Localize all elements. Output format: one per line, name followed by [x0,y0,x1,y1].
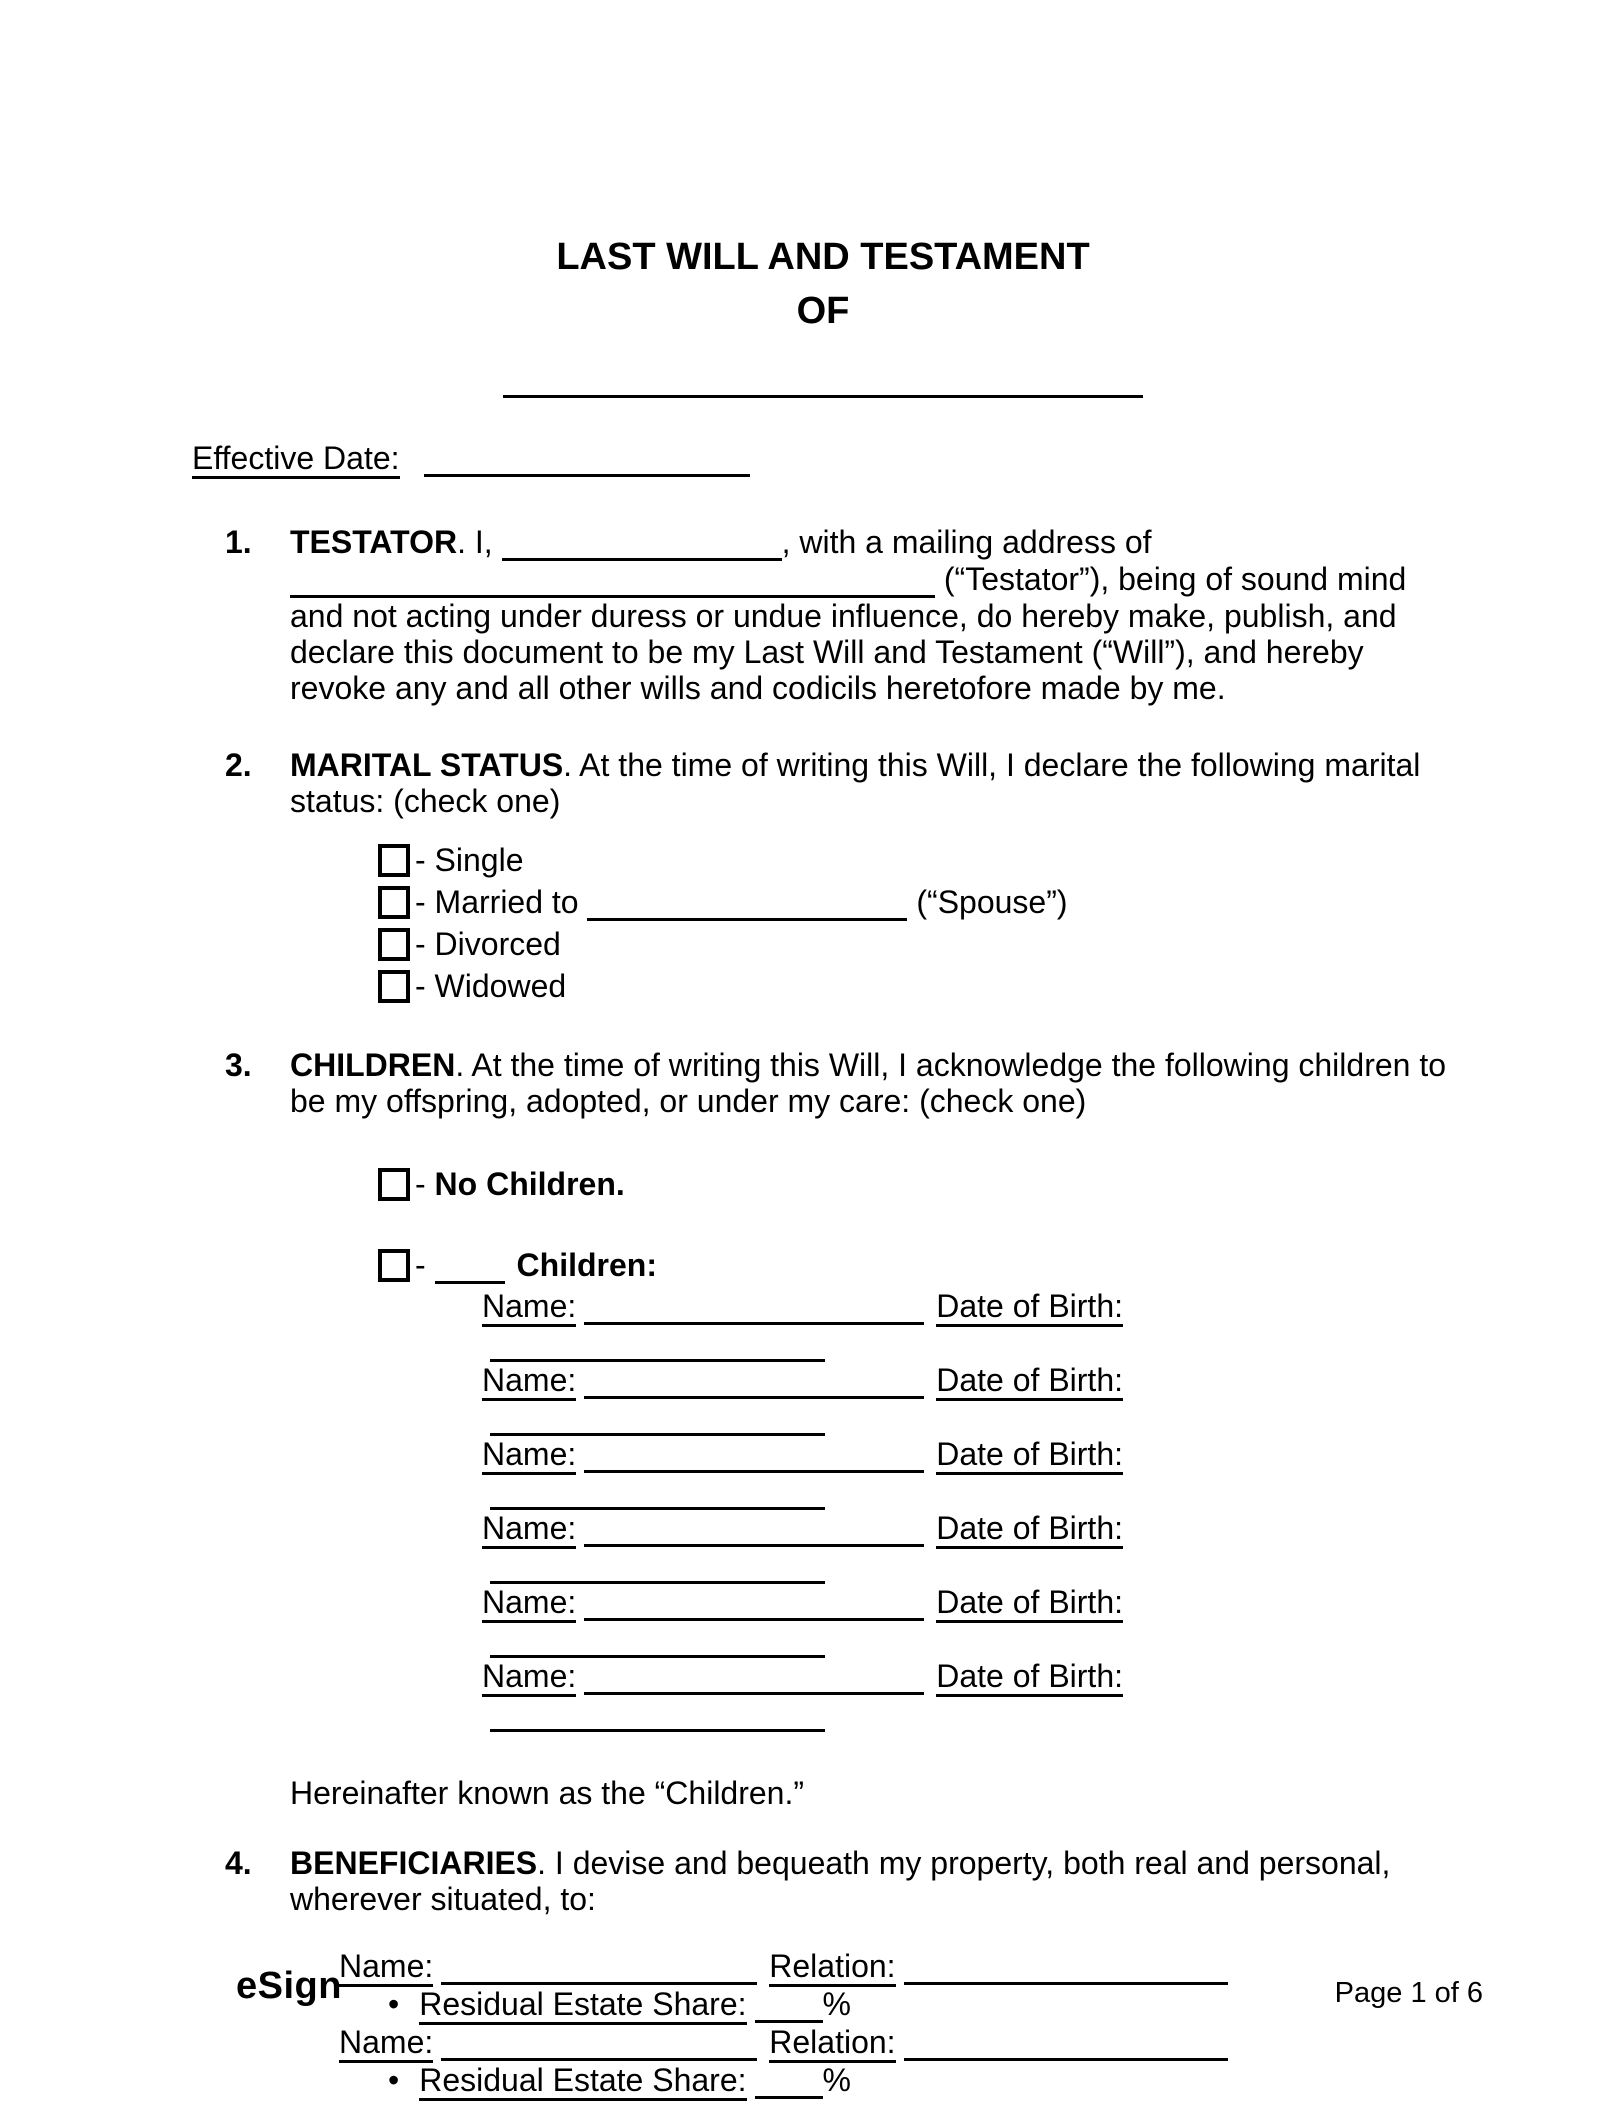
section-marital-number: 2. [225,747,252,783]
n-children-checkbox[interactable] [378,1249,410,1282]
bullet-icon: • [388,1986,400,2022]
section-beneficiaries-number: 4. [225,1845,252,1881]
no-children-label: No Children. [434,1166,625,1202]
married-checkbox[interactable] [378,886,410,919]
effective-date-blank[interactable] [424,462,750,477]
single-label: - Single [415,842,524,878]
section-marital-heading: MARITAL STATUS [290,747,564,783]
child-name-label: Name: [482,1288,576,1327]
effective-date-row [192,440,1454,477]
section-testator-number: 1. [225,524,252,560]
marital-options [378,839,1454,1007]
child-dob-label: Date of Birth: [936,1362,1123,1401]
child-row-3 [482,1436,1454,1510]
beneficiary-relation-label: Relation: [769,2024,895,2063]
widowed-checkbox[interactable] [378,970,410,1003]
marital-option-divorced [378,923,1454,965]
document-title-line1: LAST WILL AND TESTAMENT [556,236,1090,278]
child-row-5 [482,1584,1454,1658]
child-name-label: Name: [482,1658,576,1697]
divorced-checkbox[interactable] [378,928,410,961]
bullet-icon: • [388,2062,400,2098]
child-name-blank[interactable] [584,1310,924,1325]
single-checkbox[interactable] [378,844,410,877]
beneficiary-name-label: Name: [339,2024,433,2063]
residual-share-blank[interactable] [755,2084,823,2099]
child-dob-blank[interactable] [490,1643,825,1658]
marital-option-married [378,881,1454,923]
children-rows [290,1288,1454,1732]
child-row-6 [482,1658,1454,1732]
testator-text-1: . I, [457,524,502,560]
residual-share-label: Residual Estate Share: [419,2062,746,2101]
marital-option-widowed [378,965,1454,1007]
no-children-prefix: - [415,1166,435,1202]
child-dob-label: Date of Birth: [936,1510,1123,1549]
beneficiary-row-1 [339,1947,1454,1985]
child-row-4 [482,1510,1454,1584]
children-text: . At the time of writing this Will, I acknowledge the following children to be my offspring, adopted, or under my care: (check one) [290,1047,1447,1119]
child-name-blank[interactable] [584,1384,924,1399]
section-children-heading: CHILDREN [290,1047,456,1083]
beneficiaries-text: . I devise and bequeath my property, both real and personal, wherever situated, to: [290,1845,1391,1917]
marital-option-single [378,839,1454,881]
percent-sign: % [822,1986,851,2022]
section-testator-body [290,524,1454,706]
child-name-label: Name: [482,1510,576,1549]
child-dob-label: Date of Birth: [936,1658,1123,1697]
child-dob-blank[interactable] [490,1717,825,1732]
document-title-line2: OF [796,290,850,332]
beneficiary-name-blank[interactable] [441,1970,757,1985]
testator-address-blank[interactable] [290,583,935,598]
beneficiary-entries [290,1947,1454,2099]
child-name-blank[interactable] [584,1606,924,1621]
child-dob-blank[interactable] [490,1421,825,1436]
beneficiary-share-row-1 [388,1985,1454,2023]
child-name-label: Name: [482,1362,576,1401]
children-count-blank[interactable] [435,1269,505,1284]
child-name-label: Name: [482,1436,576,1475]
spouse-label: (“Spouse”) [907,884,1068,920]
section-beneficiaries-heading: BENEFICIARIES [290,1845,538,1881]
section-marital-status [192,747,1454,1007]
no-children-checkbox[interactable] [378,1168,410,1201]
n-children-option [378,1244,1454,1286]
beneficiary-name-blank[interactable] [441,2046,757,2061]
esign-logo: eSign [236,1965,342,2007]
residual-share-blank[interactable] [755,2008,823,2023]
no-children-option [378,1163,1454,1205]
n-children-label: Children: [516,1247,657,1283]
section-children-body [290,1047,1454,1811]
child-dob-blank[interactable] [490,1495,825,1510]
child-row-1 [482,1288,1454,1362]
beneficiary-name-label: Name: [339,1948,433,1987]
testator-title-name-blank[interactable] [503,395,1143,398]
effective-date-label: Effective Date: [192,440,400,479]
section-marital-body [290,747,1454,1007]
marital-text: . At the time of writing this Will, I declare the following marital status: (check one) [290,747,1421,819]
divorced-label: - Divorced [415,926,561,962]
beneficiary-relation-blank[interactable] [904,1970,1228,1985]
section-beneficiaries-body [290,1845,1454,2099]
child-dob-blank[interactable] [490,1569,825,1584]
child-name-blank[interactable] [584,1532,924,1547]
child-name-blank[interactable] [584,1458,924,1473]
percent-sign: % [822,2062,851,2098]
child-dob-label: Date of Birth: [936,1288,1123,1327]
child-name-label: Name: [482,1584,576,1623]
child-dob-label: Date of Birth: [936,1436,1123,1475]
spouse-name-blank[interactable] [587,906,907,921]
page-indicator: Page 1 of 6 [1334,1977,1483,2009]
testator-text-2: , with a mailing address of [781,524,1152,560]
document-title [192,0,1454,338]
section-children-number: 3. [225,1047,252,1083]
child-name-blank[interactable] [584,1680,924,1695]
beneficiary-relation-label: Relation: [769,1948,895,1987]
beneficiary-relation-blank[interactable] [904,2046,1228,2061]
section-beneficiaries [192,1845,1454,2099]
child-dob-blank[interactable] [490,1347,825,1362]
residual-share-label: Residual Estate Share: [419,1986,746,2025]
testator-text-3: (“Testator”), being of sound mind and not acting under duress or undue influence, do hereby make, publish, and declare this document to be my Last Will and Testament (“Will”), and hereby revoke any and all other wills and codicils heretofore made by me. [290,561,1407,706]
testator-name-blank[interactable] [502,546,782,561]
section-testator [192,524,1454,706]
n-children-prefix: - [415,1247,435,1283]
widowed-label: - Widowed [415,968,567,1004]
beneficiary-share-row-2 [388,2061,1454,2099]
children-hereinafter-note: Hereinafter known as the “Children.” [290,1775,805,1811]
beneficiary-row-2 [339,2023,1454,2061]
child-dob-label: Date of Birth: [936,1584,1123,1623]
married-label: - Married to [415,884,588,920]
section-testator-heading: TESTATOR [290,524,458,560]
child-row-2 [482,1362,1454,1436]
section-children [192,1047,1454,1811]
